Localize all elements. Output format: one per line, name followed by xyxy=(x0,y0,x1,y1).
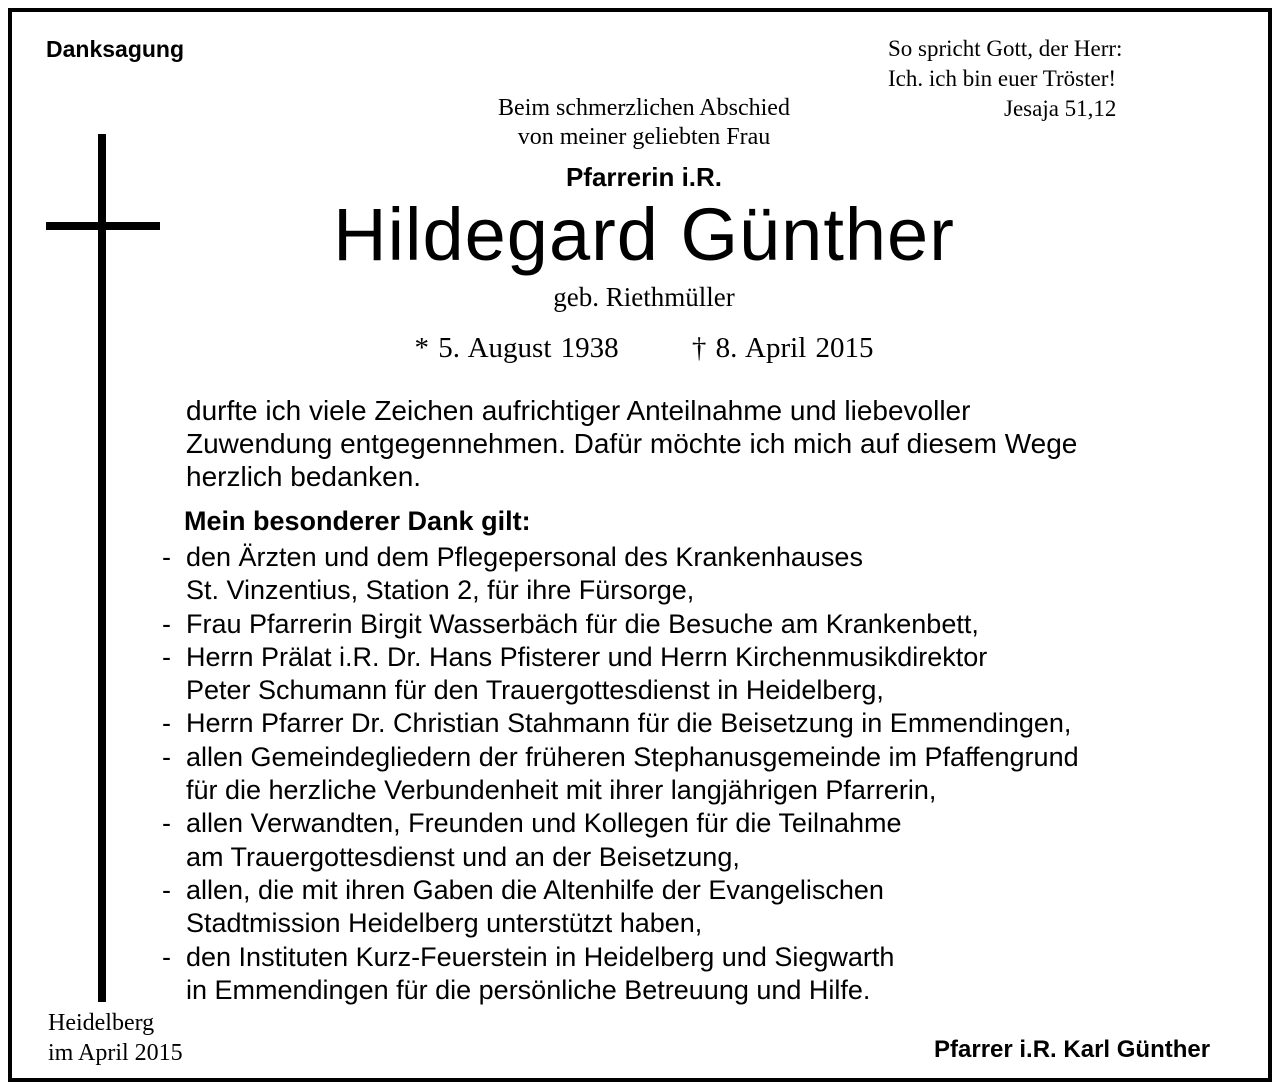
cross-icon-bar xyxy=(46,222,160,230)
list-marker: - xyxy=(162,874,171,905)
verse-line: So spricht Gott, der Herr: xyxy=(888,36,1123,61)
list-marker: - xyxy=(162,708,171,739)
list-marker: - xyxy=(162,608,171,639)
list-item: - den Instituten Kurz-Feuerstein in Heidelberg und Siegwarth in Emmendingen für die persönliche Betreuung und Hilfe. xyxy=(162,941,895,1005)
list-item: - allen Gemeindegliedern der früheren Stephanusgemeinde im Pfaffengrund für die herzliche Verbundenheit mit ihrer langjährigen Pfarrerin, xyxy=(162,741,1079,806)
obituary-notice xyxy=(8,8,1272,1082)
list-marker: - xyxy=(162,542,171,572)
birth-date: * 5. August 1938 xyxy=(414,332,619,364)
body-line: durfte ich viele Zeichen aufrichtiger Anteilnahme und liebevoller xyxy=(186,395,971,426)
cross-icon xyxy=(98,134,106,1002)
thank-you-body xyxy=(186,394,1077,493)
list-item: - Herrn Pfarrer Dr. Christian Stahmann für die Beisetzung in Emmendingen, xyxy=(162,707,1079,740)
list-item: - Frau Pfarrerin Birgit Wasserbäch für die Besuche am Krankenbett, xyxy=(162,608,1079,641)
list-marker: - xyxy=(162,808,171,839)
list-item: - Herrn Prälat i.R. Dr. Hans Pfisterer und Herrn Kirchenmusikdirektor Peter Schumann für den Trauergottesdienst in Heidelberg, xyxy=(162,641,988,706)
place-date xyxy=(48,1008,183,1068)
list-marker: - xyxy=(162,741,171,772)
body-line: Zuwendung entgegennehmen. Dafür möchte ich mich auf diesem Wege xyxy=(186,428,1078,459)
deceased-name: Hildegard Günther xyxy=(333,193,955,276)
intro-line: Beim schmerzlichen Abschied xyxy=(498,95,790,121)
intro-text xyxy=(12,94,1276,152)
list-item: - allen Verwandten, Freunden und Kollegen für die Teilnahme am Trauergottesdienst und an der Beisetzung, xyxy=(162,808,902,872)
thanks-heading: Mein besonderer Dank gilt: xyxy=(184,506,531,536)
signature: Pfarrer i.R. Karl Günther xyxy=(934,1036,1211,1063)
list-marker: - xyxy=(162,641,171,672)
maiden-name: geb. Riethmüller xyxy=(553,282,735,312)
intro-line: von meiner geliebten Frau xyxy=(517,124,771,150)
verse-reference: Jesaja 51,12 xyxy=(1004,96,1117,121)
list-item: - allen, die mit ihren Gaben die Altenhilfe der Evangelischen Stadtmission Heidelberg unterstützt haben, xyxy=(162,874,884,939)
thanks-list xyxy=(162,541,1079,1007)
list-item: - den Ärzten und dem Pflegepersonal des Krankenhauses St. Vinzentius, Station 2, für ihre Fürsorge, xyxy=(162,542,863,606)
notice-heading: Danksagung xyxy=(46,36,185,62)
body-line: herzlich bedanken. xyxy=(186,461,422,492)
deceased-title: Pfarrerin i.R. xyxy=(565,162,723,192)
death-date: † 8. April 2015 xyxy=(691,332,874,364)
list-marker: - xyxy=(162,941,171,972)
place: Heidelberg xyxy=(48,1010,155,1036)
verse-line: Ich. ich bin euer Tröster! xyxy=(888,66,1117,91)
date: im April 2015 xyxy=(48,1040,183,1066)
life-dates xyxy=(12,332,1276,365)
